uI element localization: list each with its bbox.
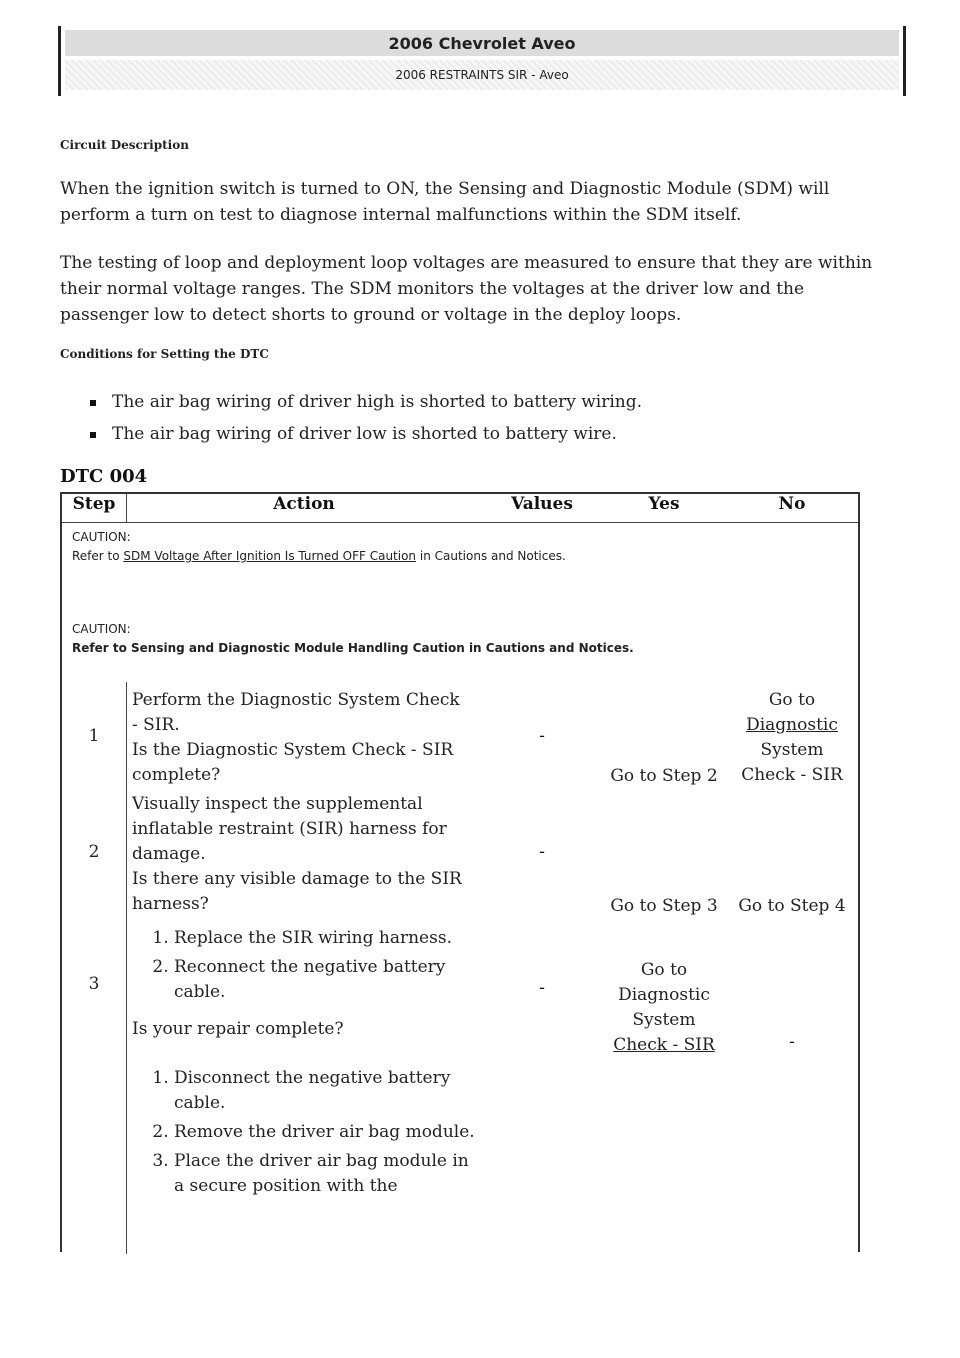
conditions-heading: Conditions for Setting the DTC: [60, 347, 269, 361]
step-3-yes: [602, 958, 726, 1058]
step-number: 1: [88, 726, 100, 746]
diagnostic-system-check-link[interactable]: Diagnostic: [746, 715, 838, 735]
step-3-action: [126, 926, 482, 1042]
step-number: 2: [88, 842, 100, 862]
circuit-description-paragraph-2: The testing of loop and deployment loop voltages are measured to ensure that they are within their normal voltage ranges. The SDM monitors the voltages at the driver low and the passenger low to detect shorts to ground or voltage in the deploy loops.: [60, 253, 873, 325]
yes-line: Go to: [640, 960, 688, 980]
no-line: Check - SIR: [741, 765, 843, 785]
list-item: 1. Disconnect the negative battery cable.: [174, 1066, 482, 1116]
column-divider: [126, 494, 127, 522]
step-4-action: [126, 1066, 482, 1203]
diagnostic-table: [60, 492, 860, 1252]
step-1-values: -: [539, 726, 545, 746]
dtc-title: DTC 004: [60, 466, 148, 487]
list-item: 3. Place the driver air bag module in a secure position with the: [174, 1149, 482, 1199]
action-line: - SIR.: [132, 715, 180, 735]
step-1-yes[interactable]: Go to Step 2: [610, 766, 718, 786]
conditions-list: [90, 386, 642, 450]
step-2-values: -: [539, 842, 545, 862]
step-3-question: Is your repair complete?: [132, 1019, 344, 1039]
step-3-no: -: [789, 1032, 795, 1052]
header-subtitle: 2006 RESTRAINTS SIR - Aveo: [65, 60, 899, 90]
step-1-action: [132, 688, 482, 788]
step-4-list: [126, 1066, 482, 1199]
list-item: 1. Replace the SIR wiring harness.: [174, 926, 482, 951]
caution-label: CAUTION:: [72, 622, 131, 636]
yes-line: System: [632, 1010, 696, 1030]
no-line: System: [760, 740, 824, 760]
yes-line: Diagnostic: [618, 985, 710, 1005]
step-2-no[interactable]: Go to Step 4: [738, 896, 846, 916]
list-item: 2. Remove the driver air bag module.: [174, 1120, 482, 1145]
column-header-step: Step: [72, 494, 116, 514]
list-item: The air bag wiring of driver low is shorted to battery wire.: [90, 418, 642, 450]
caution-text: Refer to Sensing and Diagnostic Module Handling Caution in Cautions and Notices.: [72, 641, 634, 655]
caution-label: CAUTION:: [72, 530, 131, 544]
caution-suffix: in Cautions and Notices.: [416, 549, 566, 563]
action-line: Is the Diagnostic System Check - SIR: [132, 740, 454, 760]
row-divider: [62, 522, 858, 523]
no-prefix: Go to: [768, 690, 816, 710]
action-line: inflatable restraint (SIR) harness for: [132, 819, 447, 839]
step-3-values: -: [539, 978, 545, 998]
step-number: 3: [88, 974, 100, 994]
action-line: harness?: [132, 894, 209, 914]
column-header-yes: Yes: [648, 494, 680, 514]
step-2-action: [132, 792, 482, 917]
step-1-no: [726, 688, 858, 788]
column-header-no: No: [778, 494, 806, 514]
diagnostic-system-check-link[interactable]: Check - SIR: [613, 1035, 715, 1055]
sdm-voltage-caution-link[interactable]: SDM Voltage After Ignition Is Turned OFF Caution: [123, 549, 417, 563]
circuit-description-heading: Circuit Description: [60, 138, 189, 152]
action-line: damage.: [132, 844, 206, 864]
step-2-yes[interactable]: Go to Step 3: [610, 896, 718, 916]
action-line: complete?: [132, 765, 221, 785]
caution-prefix: Refer to: [72, 549, 124, 563]
caution-block-2: [72, 622, 712, 656]
action-line: Visually inspect the supplemental: [132, 794, 423, 814]
document-header: [58, 26, 906, 96]
circuit-description-paragraph-1: When the ignition switch is turned to ON, the Sensing and Diagnostic Module (SDM) will perform a turn on test to diagnose internal malfunctions within the SDM itself.: [60, 179, 830, 225]
list-item: 2. Reconnect the negative battery cable.: [174, 955, 482, 1005]
action-line: Perform the Diagnostic System Check: [132, 690, 460, 710]
header-title: 2006 Chevrolet Aveo: [65, 30, 899, 56]
column-header-values: Values: [511, 494, 573, 514]
column-header-action: Action: [273, 494, 335, 514]
caution-block-1: [72, 530, 712, 564]
step-3-list: [126, 926, 482, 1005]
action-line: Is there any visible damage to the SIR: [132, 869, 462, 889]
list-item: The air bag wiring of driver high is shorted to battery wiring.: [90, 386, 642, 418]
